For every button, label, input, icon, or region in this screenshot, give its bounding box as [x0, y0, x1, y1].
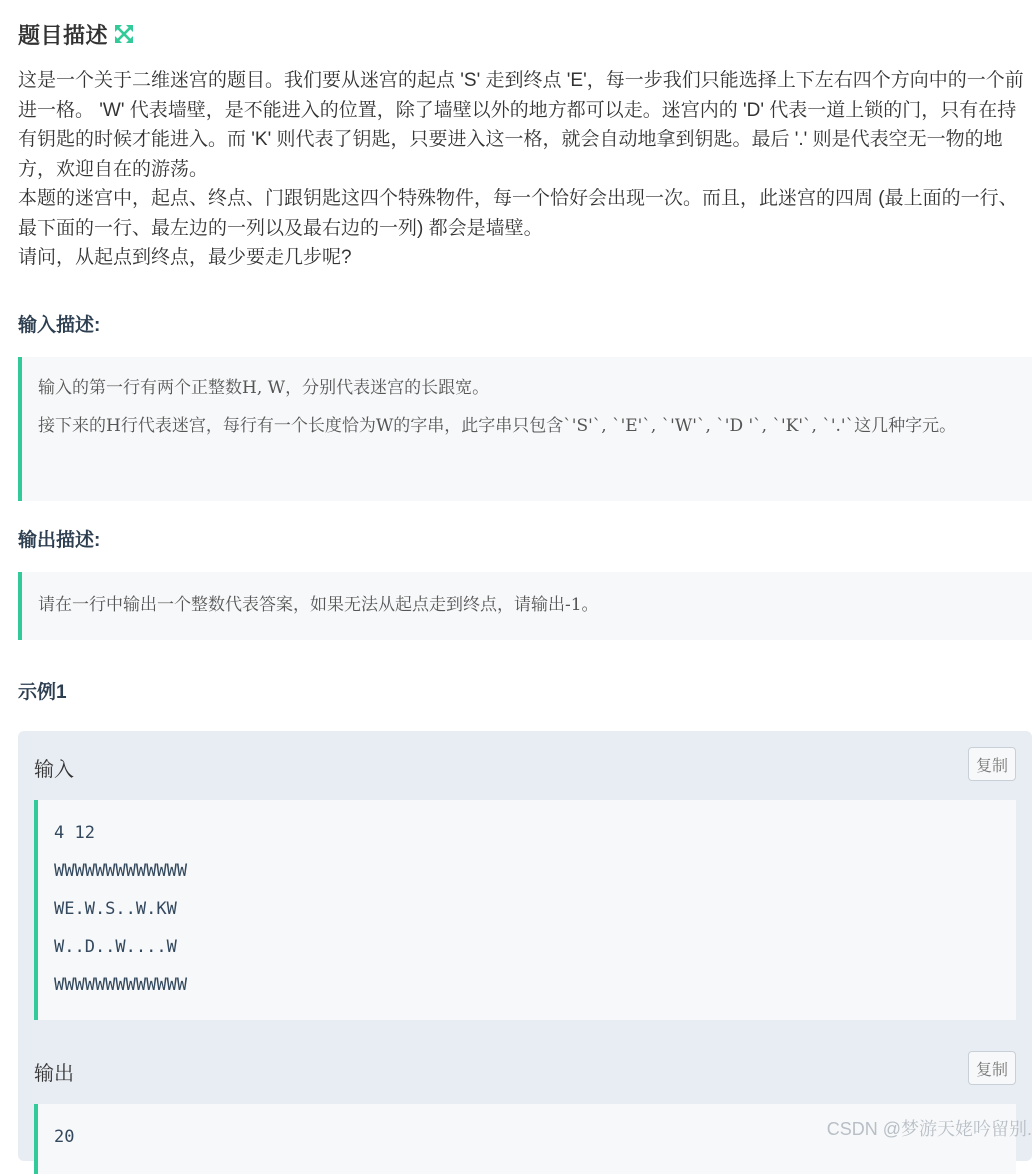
- example-output-label: 输出: [34, 1063, 74, 1085]
- output-description-box: [18, 572, 1032, 640]
- example-input-label: 输入: [34, 759, 74, 781]
- output-description-title: 输出描述:: [18, 530, 101, 551]
- copy-input-button[interactable]: 复制: [968, 747, 1016, 781]
- expand-arrows-icon[interactable]: [114, 24, 134, 44]
- description-paragraph: 这是一个关于二维迷宫的题目。我们要从迷宫的起点 'S' 走到终点 'E'，每一步我们只能选择上下左右四个方向中的一个前进一格。 'W' 代表墙壁，是不能进入的位置，除了墙壁以外的地方都可以走。迷宫内的 'D' 代表一道上锁的门，只有在持有钥匙的时候才能进入。而 'K' 则代表了钥匙，只要进入这一格，就会自动地拿到钥匙。最后 '.' 则是代表空无一物的地方，欢迎自在的游荡。: [18, 70, 1024, 180]
- code-line: WWWWWWWWWWWWW: [54, 975, 188, 995]
- description-paragraph: 请问，从起点到终点，最少要走几步呢?: [18, 247, 352, 268]
- title-row: [18, 18, 134, 50]
- csdn-watermark: CSDN @梦游天姥吟留别.: [826, 1119, 1032, 1139]
- problem-description: [18, 66, 1030, 273]
- code-line: WWWWWWWWWWWWW: [54, 861, 188, 881]
- output-description-line: 请在一行中输出一个整数代表答案，如果无法从起点走到终点，请输出-1。: [38, 595, 599, 615]
- input-description-box: [18, 357, 1032, 501]
- input-description-title: 输入描述:: [18, 315, 101, 336]
- input-description-line: 输入的第一行有两个正整数H, W，分别代表迷宫的长跟宽。: [38, 378, 490, 398]
- description-paragraph: 本题的迷宫中，起点、终点、门跟钥匙这四个特殊物件，每一个恰好会出现一次。而且，此迷宫的四周 (最上面的一行、最下面的一行、最左边的一列以及最右边的一列) 都会是墙壁。: [18, 188, 1018, 239]
- code-line: WE.W.S..W.KW: [54, 899, 177, 919]
- code-line: W..D..W....W: [54, 937, 177, 957]
- code-line: 20: [54, 1127, 75, 1147]
- example-title: 示例1: [18, 682, 67, 703]
- example-block: [18, 731, 1032, 1161]
- code-line: 4 12: [54, 823, 95, 843]
- page-title: 题目描述: [18, 22, 109, 48]
- example-input-code: [34, 800, 1016, 1020]
- copy-output-button[interactable]: 复制: [968, 1051, 1016, 1085]
- input-description-line: 接下来的H行代表迷宫，每行有一个长度恰为W的字串，此字串只包含`'S'`, `'E'`, `'W'`, `'D '`, `'K'`, `'.'`这几种字元。: [38, 416, 957, 436]
